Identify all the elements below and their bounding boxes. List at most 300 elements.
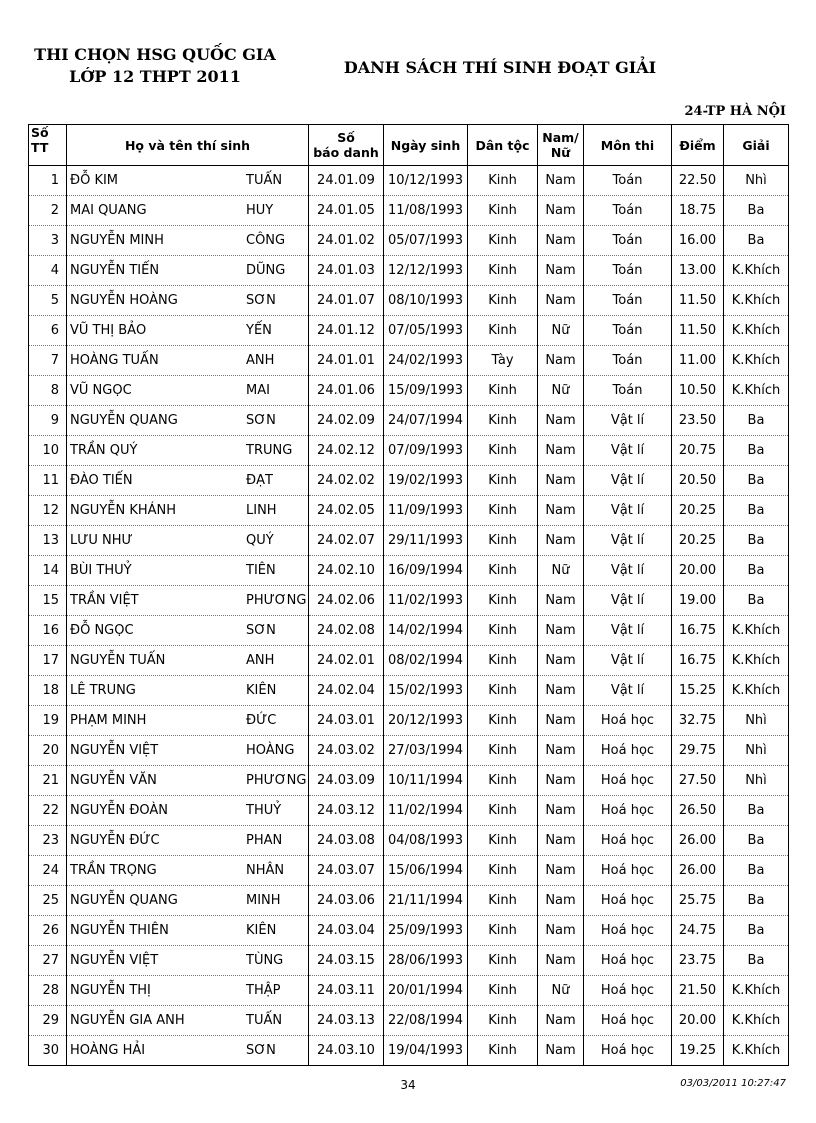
row-prize: Nhì — [724, 706, 789, 736]
row-prize: K.Khích — [724, 1006, 789, 1036]
row-stt: 20 — [29, 736, 67, 766]
row-dob: 11/02/1993 — [384, 586, 468, 616]
row-ethnic: Kinh — [468, 946, 538, 976]
table-row — [29, 886, 789, 916]
row-name — [67, 646, 309, 676]
table-row — [29, 796, 789, 826]
row-score: 15.25 — [672, 676, 724, 706]
row-score: 32.75 — [672, 706, 724, 736]
row-family-name: TRẦN VIỆT — [70, 593, 139, 608]
row-sbd: 24.02.01 — [309, 646, 384, 676]
row-prize: K.Khích — [724, 616, 789, 646]
row-ethnic: Kinh — [468, 406, 538, 436]
row-ethnic: Kinh — [468, 856, 538, 886]
row-score: 20.25 — [672, 526, 724, 556]
row-given-name: SƠN — [246, 1043, 276, 1058]
row-ethnic: Kinh — [468, 436, 538, 466]
row-dob: 07/05/1993 — [384, 316, 468, 346]
row-given-name: MAI — [246, 383, 270, 398]
col-header-subject: Môn thi — [584, 125, 672, 166]
row-gender: Nam — [538, 526, 584, 556]
table-row — [29, 856, 789, 886]
row-sbd: 24.01.07 — [309, 286, 384, 316]
row-ethnic: Kinh — [468, 706, 538, 736]
row-subject: Hoá học — [584, 856, 672, 886]
row-stt: 1 — [29, 166, 67, 196]
col-header-name: Họ và tên thí sinh — [67, 125, 309, 166]
col-header-gender-line2: Nữ — [550, 145, 571, 160]
row-name — [67, 406, 309, 436]
row-score: 22.50 — [672, 166, 724, 196]
print-timestamp: 03/03/2011 10:27:47 — [680, 1078, 786, 1089]
row-dob: 19/04/1993 — [384, 1036, 468, 1066]
row-given-name: TUẤN — [246, 1013, 283, 1028]
row-stt: 4 — [29, 256, 67, 286]
row-stt: 14 — [29, 556, 67, 586]
row-family-name: ĐỖ KIM — [70, 173, 119, 188]
row-stt: 25 — [29, 886, 67, 916]
row-family-name: HOÀNG TUẤN — [70, 353, 159, 368]
row-dob: 10/12/1993 — [384, 166, 468, 196]
row-family-name: NGUYỄN GIA ANH — [70, 1013, 185, 1028]
row-prize: Ba — [724, 436, 789, 466]
row-gender: Nữ — [538, 976, 584, 1006]
row-dob: 12/12/1993 — [384, 256, 468, 286]
row-gender: Nam — [538, 226, 584, 256]
row-subject: Toán — [584, 316, 672, 346]
row-stt: 2 — [29, 196, 67, 226]
row-stt: 9 — [29, 406, 67, 436]
row-prize: K.Khích — [724, 346, 789, 376]
row-stt: 8 — [29, 376, 67, 406]
row-given-name: SƠN — [246, 413, 276, 428]
row-score: 27.50 — [672, 766, 724, 796]
row-given-name: SƠN — [246, 623, 276, 638]
row-stt: 5 — [29, 286, 67, 316]
row-name — [67, 166, 309, 196]
row-sbd: 24.01.02 — [309, 226, 384, 256]
row-name — [67, 856, 309, 886]
row-ethnic: Kinh — [468, 196, 538, 226]
row-sbd: 24.02.06 — [309, 586, 384, 616]
row-prize: Ba — [724, 196, 789, 226]
row-stt: 28 — [29, 976, 67, 1006]
row-sbd: 24.02.08 — [309, 616, 384, 646]
row-stt: 27 — [29, 946, 67, 976]
row-score: 11.50 — [672, 286, 724, 316]
row-stt: 29 — [29, 1006, 67, 1036]
row-given-name: TÙNG — [246, 953, 284, 968]
row-gender: Nam — [538, 256, 584, 286]
winners-table — [28, 124, 789, 1066]
col-header-gender — [538, 125, 584, 166]
row-score: 13.00 — [672, 256, 724, 286]
row-prize: Ba — [724, 226, 789, 256]
row-family-name: BÙI THUỶ — [70, 563, 132, 578]
row-family-name: NGUYỄN TUẤN — [70, 653, 166, 668]
table-row — [29, 226, 789, 256]
row-family-name: TRẦN TRỌNG — [70, 863, 157, 878]
table-row — [29, 1036, 789, 1066]
row-ethnic: Kinh — [468, 916, 538, 946]
col-header-stt: Số TT — [29, 125, 67, 166]
document-title: DANH SÁCH THÍ SINH ĐOẠT GIẢI — [343, 58, 657, 77]
table-row — [29, 166, 789, 196]
row-ethnic: Kinh — [468, 586, 538, 616]
col-header-sbd-line2: báo danh — [313, 145, 379, 160]
table-row — [29, 346, 789, 376]
row-prize: K.Khích — [724, 376, 789, 406]
row-given-name: QUÝ — [246, 533, 274, 548]
row-prize: Ba — [724, 856, 789, 886]
table-row — [29, 616, 789, 646]
row-given-name: THUỶ — [246, 803, 282, 818]
row-subject: Hoá học — [584, 796, 672, 826]
row-stt: 16 — [29, 616, 67, 646]
row-ethnic: Kinh — [468, 286, 538, 316]
table-row — [29, 436, 789, 466]
row-dob: 14/02/1994 — [384, 616, 468, 646]
row-given-name: YẾN — [246, 323, 272, 338]
table-row — [29, 256, 789, 286]
row-family-name: NGUYỄN ĐỨC — [70, 833, 160, 848]
row-gender: Nam — [538, 856, 584, 886]
col-header-score: Điểm — [672, 125, 724, 166]
row-subject: Vật lí — [584, 496, 672, 526]
exam-title — [30, 44, 280, 88]
row-sbd: 24.02.09 — [309, 406, 384, 436]
row-gender: Nữ — [538, 316, 584, 346]
row-name — [67, 586, 309, 616]
row-name — [67, 886, 309, 916]
row-name — [67, 256, 309, 286]
table-header-row — [29, 125, 789, 166]
row-sbd: 24.02.12 — [309, 436, 384, 466]
row-subject: Hoá học — [584, 766, 672, 796]
row-family-name: ĐỖ NGỌC — [70, 623, 134, 638]
row-score: 10.50 — [672, 376, 724, 406]
row-prize: K.Khích — [724, 316, 789, 346]
row-score: 23.75 — [672, 946, 724, 976]
row-ethnic: Kinh — [468, 886, 538, 916]
row-name — [67, 466, 309, 496]
row-subject: Vật lí — [584, 646, 672, 676]
row-subject: Vật lí — [584, 586, 672, 616]
row-subject: Vật lí — [584, 676, 672, 706]
row-name — [67, 976, 309, 1006]
row-ethnic: Kinh — [468, 736, 538, 766]
row-dob: 07/09/1993 — [384, 436, 468, 466]
row-gender: Nam — [538, 586, 584, 616]
row-family-name: NGUYỄN VIỆT — [70, 953, 159, 968]
row-gender: Nam — [538, 646, 584, 676]
row-stt: 17 — [29, 646, 67, 676]
row-dob: 20/01/1994 — [384, 976, 468, 1006]
row-stt: 13 — [29, 526, 67, 556]
row-prize: Nhì — [724, 736, 789, 766]
table-row — [29, 586, 789, 616]
row-dob: 29/11/1993 — [384, 526, 468, 556]
row-score: 20.25 — [672, 496, 724, 526]
table-row — [29, 376, 789, 406]
row-score: 25.75 — [672, 886, 724, 916]
row-score: 11.00 — [672, 346, 724, 376]
row-stt: 22 — [29, 796, 67, 826]
exam-title-line1: THI CHỌN HSG QUỐC GIA — [34, 45, 276, 64]
row-gender: Nam — [538, 406, 584, 436]
table-row — [29, 526, 789, 556]
row-family-name: TRẦN QUÝ — [70, 443, 138, 458]
row-score: 20.00 — [672, 1006, 724, 1036]
row-prize: Ba — [724, 466, 789, 496]
row-ethnic: Kinh — [468, 646, 538, 676]
row-dob: 04/08/1993 — [384, 826, 468, 856]
row-subject: Toán — [584, 346, 672, 376]
row-stt: 10 — [29, 436, 67, 466]
row-given-name: HOÀNG — [246, 743, 295, 758]
row-family-name: NGUYỄN TIẾN — [70, 263, 160, 278]
row-family-name: VŨ THỊ BẢO — [70, 323, 147, 338]
table-row — [29, 1006, 789, 1036]
row-dob: 27/03/1994 — [384, 736, 468, 766]
table-row — [29, 466, 789, 496]
row-subject: Vật lí — [584, 526, 672, 556]
row-family-name: NGUYỄN QUANG — [70, 893, 178, 908]
row-score: 11.50 — [672, 316, 724, 346]
row-prize: Ba — [724, 916, 789, 946]
row-subject: Vật lí — [584, 556, 672, 586]
row-gender: Nam — [538, 946, 584, 976]
row-subject: Hoá học — [584, 706, 672, 736]
row-stt: 24 — [29, 856, 67, 886]
row-family-name: NGUYỄN VIỆT — [70, 743, 159, 758]
row-ethnic: Kinh — [468, 226, 538, 256]
row-sbd: 24.03.10 — [309, 1036, 384, 1066]
row-subject: Hoá học — [584, 916, 672, 946]
row-sbd: 24.03.15 — [309, 946, 384, 976]
row-dob: 10/11/1994 — [384, 766, 468, 796]
row-subject: Toán — [584, 166, 672, 196]
row-score: 18.75 — [672, 196, 724, 226]
row-family-name: ĐÀO TIẾN — [70, 473, 133, 488]
row-given-name: KIÊN — [246, 683, 277, 698]
row-subject: Vật lí — [584, 406, 672, 436]
row-prize: Ba — [724, 826, 789, 856]
row-gender: Nam — [538, 466, 584, 496]
col-header-gender-line1: Nam/ — [542, 130, 579, 145]
row-name — [67, 196, 309, 226]
row-name — [67, 1006, 309, 1036]
row-ethnic: Kinh — [468, 676, 538, 706]
exam-title-line2: LỚP 12 THPT 2011 — [69, 67, 241, 86]
row-gender: Nữ — [538, 376, 584, 406]
row-dob: 19/02/1993 — [384, 466, 468, 496]
row-dob: 08/02/1994 — [384, 646, 468, 676]
row-sbd: 24.02.10 — [309, 556, 384, 586]
row-name — [67, 346, 309, 376]
row-stt: 15 — [29, 586, 67, 616]
table-row — [29, 196, 789, 226]
table-row — [29, 496, 789, 526]
row-prize: Ba — [724, 556, 789, 586]
row-subject: Hoá học — [584, 1036, 672, 1066]
table-row — [29, 826, 789, 856]
row-name — [67, 946, 309, 976]
table-row — [29, 406, 789, 436]
row-dob: 28/06/1993 — [384, 946, 468, 976]
row-score: 16.00 — [672, 226, 724, 256]
row-subject: Toán — [584, 286, 672, 316]
row-given-name: TUẤN — [246, 173, 283, 188]
row-score: 23.50 — [672, 406, 724, 436]
row-stt: 18 — [29, 676, 67, 706]
row-subject: Hoá học — [584, 976, 672, 1006]
row-sbd: 24.03.09 — [309, 766, 384, 796]
row-ethnic: Tày — [468, 346, 538, 376]
row-sbd: 24.01.09 — [309, 166, 384, 196]
row-stt: 30 — [29, 1036, 67, 1066]
row-prize: Nhì — [724, 166, 789, 196]
row-family-name: NGUYỄN THIÊN — [70, 923, 169, 938]
row-subject: Hoá học — [584, 736, 672, 766]
row-given-name: ĐẠT — [246, 473, 273, 488]
row-gender: Nam — [538, 286, 584, 316]
row-name — [67, 796, 309, 826]
row-name — [67, 616, 309, 646]
row-ethnic: Kinh — [468, 826, 538, 856]
row-ethnic: Kinh — [468, 496, 538, 526]
row-family-name: NGUYỄN THỊ — [70, 983, 151, 998]
table-row — [29, 706, 789, 736]
col-header-dob: Ngày sinh — [384, 125, 468, 166]
row-gender: Nam — [538, 496, 584, 526]
row-gender: Nam — [538, 346, 584, 376]
row-sbd: 24.01.03 — [309, 256, 384, 286]
row-given-name: SƠN — [246, 293, 276, 308]
row-ethnic: Kinh — [468, 256, 538, 286]
row-name — [67, 1036, 309, 1066]
row-ethnic: Kinh — [468, 556, 538, 586]
row-sbd: 24.02.04 — [309, 676, 384, 706]
row-given-name: DŨNG — [246, 263, 286, 278]
row-dob: 20/12/1993 — [384, 706, 468, 736]
row-sbd: 24.03.04 — [309, 916, 384, 946]
row-gender: Nam — [538, 166, 584, 196]
row-family-name: VŨ NGỌC — [70, 383, 132, 398]
row-stt: 7 — [29, 346, 67, 376]
row-subject: Toán — [584, 256, 672, 286]
table-row — [29, 976, 789, 1006]
row-sbd: 24.03.07 — [309, 856, 384, 886]
row-gender: Nam — [538, 436, 584, 466]
row-family-name: LƯU NHƯ — [70, 533, 133, 548]
row-gender: Nam — [538, 706, 584, 736]
row-gender: Nam — [538, 1006, 584, 1036]
row-stt: 6 — [29, 316, 67, 346]
row-score: 26.50 — [672, 796, 724, 826]
row-family-name: NGUYỄN QUANG — [70, 413, 178, 428]
row-given-name: KIÊN — [246, 923, 277, 938]
row-ethnic: Kinh — [468, 616, 538, 646]
row-sbd: 24.01.01 — [309, 346, 384, 376]
row-given-name: ANH — [246, 353, 275, 368]
row-sbd: 24.03.06 — [309, 886, 384, 916]
row-ethnic: Kinh — [468, 976, 538, 1006]
col-header-sbd-line1: Số — [337, 130, 355, 145]
row-prize: K.Khích — [724, 976, 789, 1006]
row-sbd: 24.01.05 — [309, 196, 384, 226]
row-score: 29.75 — [672, 736, 724, 766]
row-ethnic: Kinh — [468, 466, 538, 496]
row-family-name: NGUYỄN VĂN — [70, 773, 157, 788]
row-name — [67, 376, 309, 406]
row-score: 26.00 — [672, 826, 724, 856]
row-family-name: NGUYỄN KHÁNH — [70, 503, 177, 518]
row-stt: 23 — [29, 826, 67, 856]
row-dob: 25/09/1993 — [384, 916, 468, 946]
row-name — [67, 286, 309, 316]
row-sbd: 24.03.01 — [309, 706, 384, 736]
row-given-name: ĐỨC — [246, 713, 277, 728]
row-score: 20.75 — [672, 436, 724, 466]
row-dob: 16/09/1994 — [384, 556, 468, 586]
row-prize: K.Khích — [724, 646, 789, 676]
row-given-name: CÔNG — [246, 233, 286, 248]
row-subject: Toán — [584, 196, 672, 226]
row-dob: 08/10/1993 — [384, 286, 468, 316]
table-row — [29, 556, 789, 586]
row-family-name: HOÀNG HẢI — [70, 1043, 146, 1058]
row-dob: 22/08/1994 — [384, 1006, 468, 1036]
row-prize: Ba — [724, 406, 789, 436]
row-given-name: LINH — [246, 503, 277, 518]
row-ethnic: Kinh — [468, 1036, 538, 1066]
row-sbd: 24.03.13 — [309, 1006, 384, 1036]
row-name — [67, 916, 309, 946]
row-given-name: TRUNG — [246, 443, 293, 458]
row-stt: 26 — [29, 916, 67, 946]
row-given-name: ANH — [246, 653, 275, 668]
row-given-name: NHÂN — [246, 863, 285, 878]
row-sbd: 24.03.02 — [309, 736, 384, 766]
row-subject: Hoá học — [584, 946, 672, 976]
row-ethnic: Kinh — [468, 526, 538, 556]
table-row — [29, 676, 789, 706]
row-score: 20.50 — [672, 466, 724, 496]
row-family-name: PHẠM MINH — [70, 713, 147, 728]
row-gender: Nam — [538, 826, 584, 856]
row-score: 26.00 — [672, 856, 724, 886]
row-given-name: PHAN — [246, 833, 283, 848]
row-prize: Ba — [724, 496, 789, 526]
row-prize: Nhì — [724, 766, 789, 796]
row-subject: Vật lí — [584, 616, 672, 646]
row-dob: 11/08/1993 — [384, 196, 468, 226]
row-prize: K.Khích — [724, 286, 789, 316]
row-subject: Hoá học — [584, 826, 672, 856]
row-sbd: 24.01.06 — [309, 376, 384, 406]
row-given-name: TIÊN — [246, 563, 276, 578]
row-name — [67, 226, 309, 256]
row-name — [67, 436, 309, 466]
col-header-prize: Giải — [724, 125, 789, 166]
row-dob: 05/07/1993 — [384, 226, 468, 256]
row-dob: 24/02/1993 — [384, 346, 468, 376]
row-subject: Hoá học — [584, 886, 672, 916]
row-prize: Ba — [724, 586, 789, 616]
row-dob: 11/02/1994 — [384, 796, 468, 826]
row-family-name: NGUYỄN HOÀNG — [70, 293, 178, 308]
